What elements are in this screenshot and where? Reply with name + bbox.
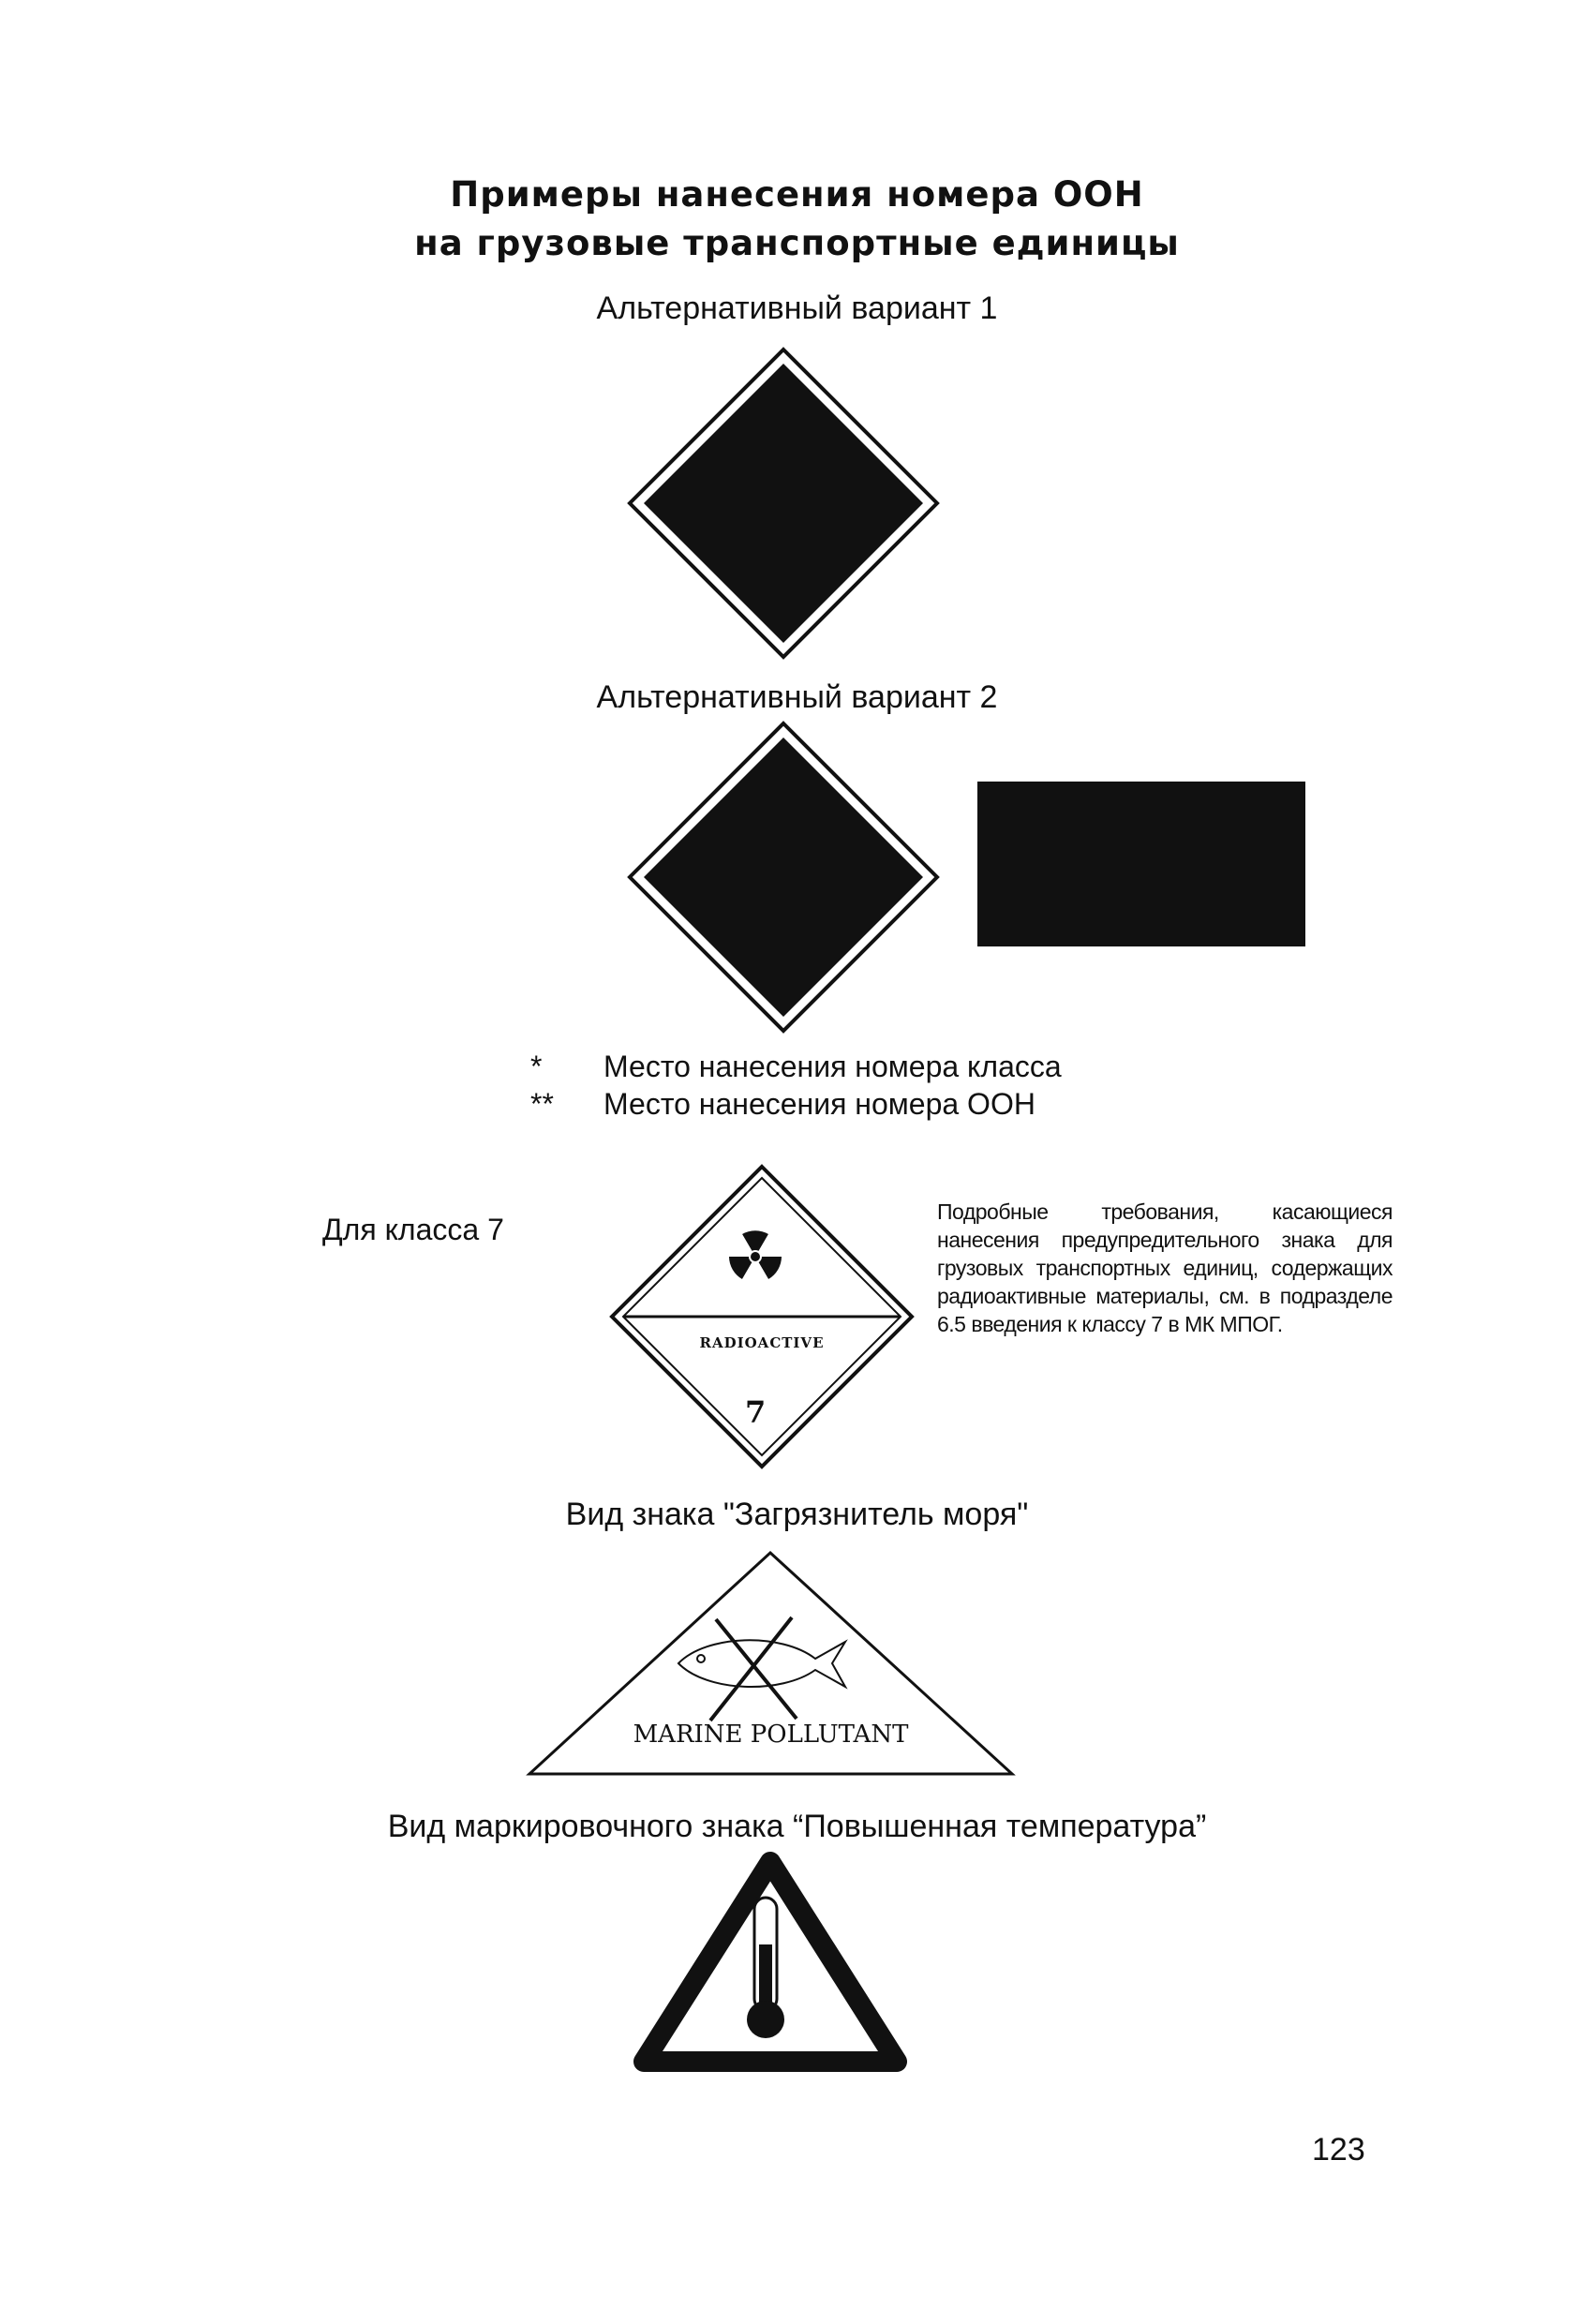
marine-pollutant-caption: Вид знака "Загрязнитель моря" [565,1497,1029,1532]
legend-text-1: Место нанесения номера класса [603,1050,1062,1083]
legend-mark-1: * [530,1050,543,1083]
marine-pollutant-label: MARINE POLLUTANT [633,1721,909,1749]
class-7-note: Подробные требования, касающиеся нанесения предупредительного знака для грузовых транспортных единиц, содержащих радиоактивные материалы, см. в подразделе 6.5 введения к классу 7 в МК МПОГ. [937,1199,1393,1336]
legend-mark-2: ** [530,1087,554,1121]
radioactive-label: RADIOACTIVE [699,1334,825,1351]
page-title-line-1: Примеры нанесения номера ООН [450,174,1144,215]
page-title-line-2: на грузовые транспортные единицы [414,223,1180,263]
variant-1-caption: Альтернативный вариант 1 [596,290,998,326]
class-number: 7 [745,1394,767,1430]
variant-2-caption: Альтернативный вариант 2 [596,679,998,715]
elevated-temperature-caption: Вид маркировочного знака “Повышенная температура” [387,1809,1207,1844]
legend-text-2: Место нанесения номера ООН [603,1087,1035,1121]
page-number: 123 [1312,2132,1365,2168]
class-7-label: Для класса 7 [322,1213,504,1246]
